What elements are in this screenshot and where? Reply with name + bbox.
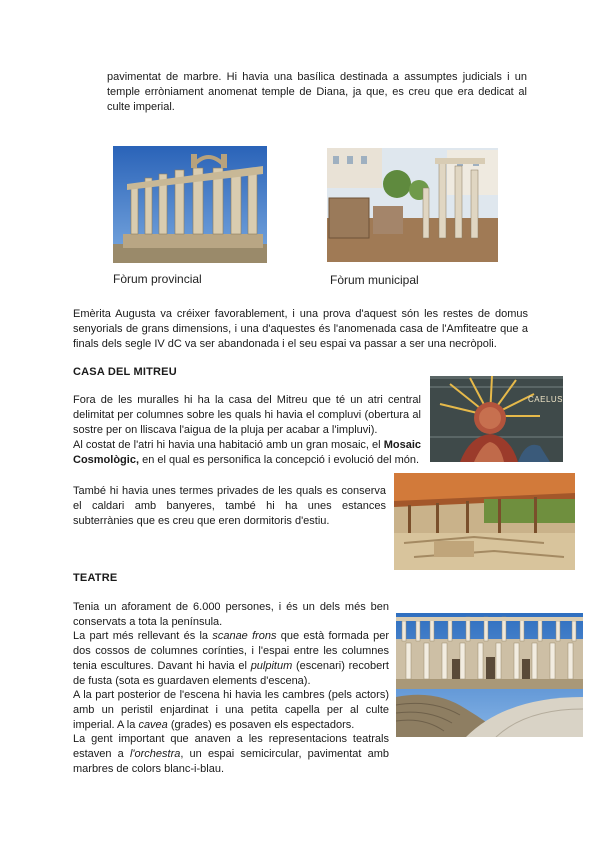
teatre-paragraph-2: La part més rellevant és la scanae frons que està formada per dos cossos de columnes corínties, i l'espai entre les columnes tenia escultures. Davant hi havia el pulpitum (escenari) recobert de fusta (sota es guardaven elements d'escena). bbox=[73, 630, 389, 687]
intro-paragraph: pavimentat de marbre. Hi havia una basílica destinada a assumptes judicials i un temple erròniament anomenat temple de Diana, ja que, es creu que era dedicat al culte imperial. bbox=[107, 71, 527, 113]
mitreu-paragraph-3: També hi havia unes termes privades de les quals es conserva el caldari amb banyeres, també hi ha unes estances subterrànies que es creu que eren dormitoris d'estiu. bbox=[73, 485, 386, 527]
theatre-photo bbox=[396, 613, 583, 737]
heading-casa-mitreu: CASA DEL MITREU bbox=[73, 366, 177, 378]
forum-ruins-photo bbox=[327, 148, 498, 262]
mosaic-cosmologic-term: Mosaic Cosmològic, bbox=[73, 439, 421, 466]
caption-forum-municipal: Fòrum municipal bbox=[330, 273, 419, 287]
emerita-paragraph: Emèrita Augusta va créixer favorablement, i una prova d'aquest són les restes de domus senyorials de grans dimensions, i una d'aquestes és l'anomenada casa de l'Amfiteatre que a finals dels segle IV dC va ser abandonada i el seu espai va passar a ser una necròpoli. bbox=[73, 308, 528, 350]
cavea-term: cavea bbox=[138, 719, 168, 731]
mosaic-inscription: CAELUS bbox=[528, 395, 563, 404]
mitreu-paragraph-2: Al costat de l'atri hi havia una habitació amb un gran mosaic, el Mosaic Cosmològic, en el qual es personifica la concepció i evolució del món. bbox=[73, 439, 421, 466]
caption-forum-provincial: Fòrum provincial bbox=[113, 272, 202, 286]
mitreu-paragraph-1: Fora de les muralles hi ha la casa del Mitreu que té un atri central delimitat per columnes sobre les quals hi havia el compluvi (obertura al sostre per on lliscava l'aigua de la pluja per acabar a l'impluvi). bbox=[73, 394, 421, 436]
temple-photo bbox=[113, 146, 267, 263]
pulpitum-term: pulpitum bbox=[250, 660, 293, 672]
orchestra-term: l'orchestra bbox=[129, 748, 181, 760]
teatre-paragraph-3: A la part posterior de l'escena hi havia les cambres (pels actors) amb un peristil enjardinat i una petita capella per al culte imperial. A la cavea (grades) es posaven els espectadors. bbox=[73, 689, 389, 731]
heading-teatre: TEATRE bbox=[73, 572, 118, 584]
mosaic-photo bbox=[430, 376, 563, 462]
thermae-photo bbox=[394, 473, 575, 570]
scanae-frons-term: scanae frons bbox=[212, 630, 277, 642]
teatre-paragraph-1: Tenia un aforament de 6.000 persones, i és un dels més ben conservats a tota la península. bbox=[73, 601, 389, 628]
teatre-paragraph-4: La gent important que anaven a les representacions teatrals estaven a l'orchestra, un espai semicircular, pavimentat amb marbres de colors blanc-i-blau. bbox=[73, 733, 390, 775]
